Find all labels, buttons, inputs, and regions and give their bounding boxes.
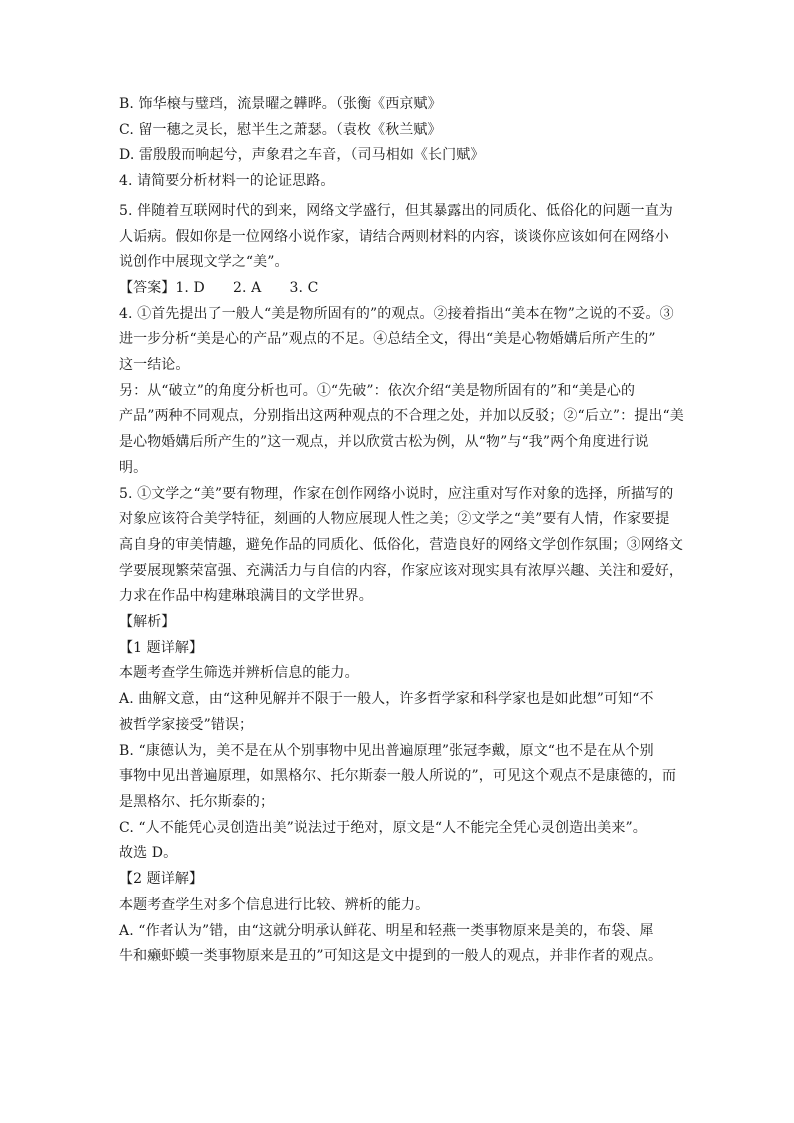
alt-answer-line-1: 另：从“破立”的角度分析也可。①“先破”：依次介绍“美是物所固有的”和“美是心的 — [119, 382, 636, 399]
q1-a-line-1: A. 曲解文意，由“这种见解并不限于一般人，许多哲学家和科学家也是如此想”可知“不 — [119, 691, 654, 708]
question-5-line-1: 5. 伴随着互联网时代的到来，网络文学盛行，但其暴露出的同质化、低俗化的问题一直为 — [119, 202, 673, 219]
alt-answer-line-3: 是心物婚媾后所产生的”这一观点，并以欣赏古松为例，从“物”与“我”两个角度进行说 — [119, 434, 649, 451]
answer-heading-line: 【答案】1. D 2. A 3. C — [119, 279, 319, 296]
q2-detail-heading: 【2 题详解】 — [119, 871, 204, 888]
option-d-line: D. 雷殷殷而响起兮，声象君之车音，（司马相如《长门赋》 — [119, 147, 485, 164]
question-4-line: 4. 请简要分析材料一的论证思路。 — [119, 173, 335, 190]
answer-5-line-2: 对象应该符合美学特征，刻画的人物应展现人性之美；②文学之“美”要有人情，作家要提 — [119, 511, 670, 528]
option-b-line: B. 饰华榱与璧珰，流景曜之韡晔。（张衡《西京赋》 — [119, 96, 442, 112]
q1-intro-line: 本题考查学生筛选并辨析信息的能力。 — [119, 665, 359, 682]
alt-answer-line-2: 产品”两种不同观点，分别指出这两种观点的不合理之处，并加以反驳；②“后立”：提出“美 — [119, 408, 684, 425]
document-page — [119, 92, 691, 970]
q1-b-line-1: B. “康德认为，美不是在从个别事物中见出普遍原理”张冠李戴，原文“也不是在从个别 — [119, 742, 654, 759]
answer-4-line-3: 这一结论。 — [119, 357, 190, 374]
q1-choice-line: 故选 D。 — [119, 845, 178, 862]
answer-5-line-5: 力求在作品中构建琳琅满目的文学世界。 — [119, 588, 373, 605]
answer-4-line-1: 4. ①首先提出了一般人“美是物所固有的”的观点。②接着指出“美本在物”之说的不妥。③ — [119, 305, 674, 322]
q1-b-line-2: 事物中见出普遍原理，如黑格尔、托尔斯泰一般人所说的”，可见这个观点不是康德的，而 — [119, 768, 677, 785]
option-c-line: C. 留一穗之灵长，慰半生之萧瑟。（袁枚《秋兰赋》 — [119, 121, 442, 138]
alt-answer-line-4: 明。 — [119, 459, 148, 476]
answer-4-line-2: 进一步分析“美是心的产品”观点的不足。④总结全文，得出“美是心物婚媾后所产生的” — [119, 331, 656, 348]
q1-c-line: C. “人不能凭心灵创造出美”说法过于绝对，原文是“人不能完全凭心灵创造出美来”。 — [119, 819, 647, 836]
q1-detail-heading: 【1 题详解】 — [119, 639, 204, 656]
answer-5-line-4: 学要展现繁荣富强、充满活力与自信的内容，作家应该对现实具有浓厚兴趣、关注和爱好， — [119, 562, 683, 579]
question-5-line-3: 说创作中展现文学之“美”。 — [119, 254, 289, 271]
answer-5-line-1: 5. ①文学之“美”要有物理，作家在创作网络小说时，应注重对写作对象的选择，所描写的 — [119, 485, 674, 502]
q1-a-line-2: 被哲学家接受”错误； — [119, 716, 254, 733]
q1-b-line-3: 是黑格尔、托尔斯泰的； — [119, 793, 275, 810]
question-5-line-2: 人诟病。假如你是一位网络小说作家，请结合两则材料的内容，谈谈你应该如何在网络小 — [119, 228, 669, 245]
answer-5-line-3: 高自身的审美情趣，避免作品的同质化、低俗化，营造良好的网络文学创作氛围；③网络文 — [119, 536, 683, 553]
q2-a-line-1: A. “作者认为”错，由“这就分明承认鲜花、明星和轻燕一类事物原来是美的，布袋、犀 — [119, 922, 654, 939]
analysis-heading: 【解析】 — [119, 614, 176, 631]
q2-a-line-2: 牛和癞虾蟆一类事物原来是丑的”可知这是文中提到的一般人的观点，并非作者的观点。 — [119, 948, 663, 965]
q2-intro-line: 本题考查学生对多个信息进行比较、辨析的能力。 — [119, 896, 430, 913]
